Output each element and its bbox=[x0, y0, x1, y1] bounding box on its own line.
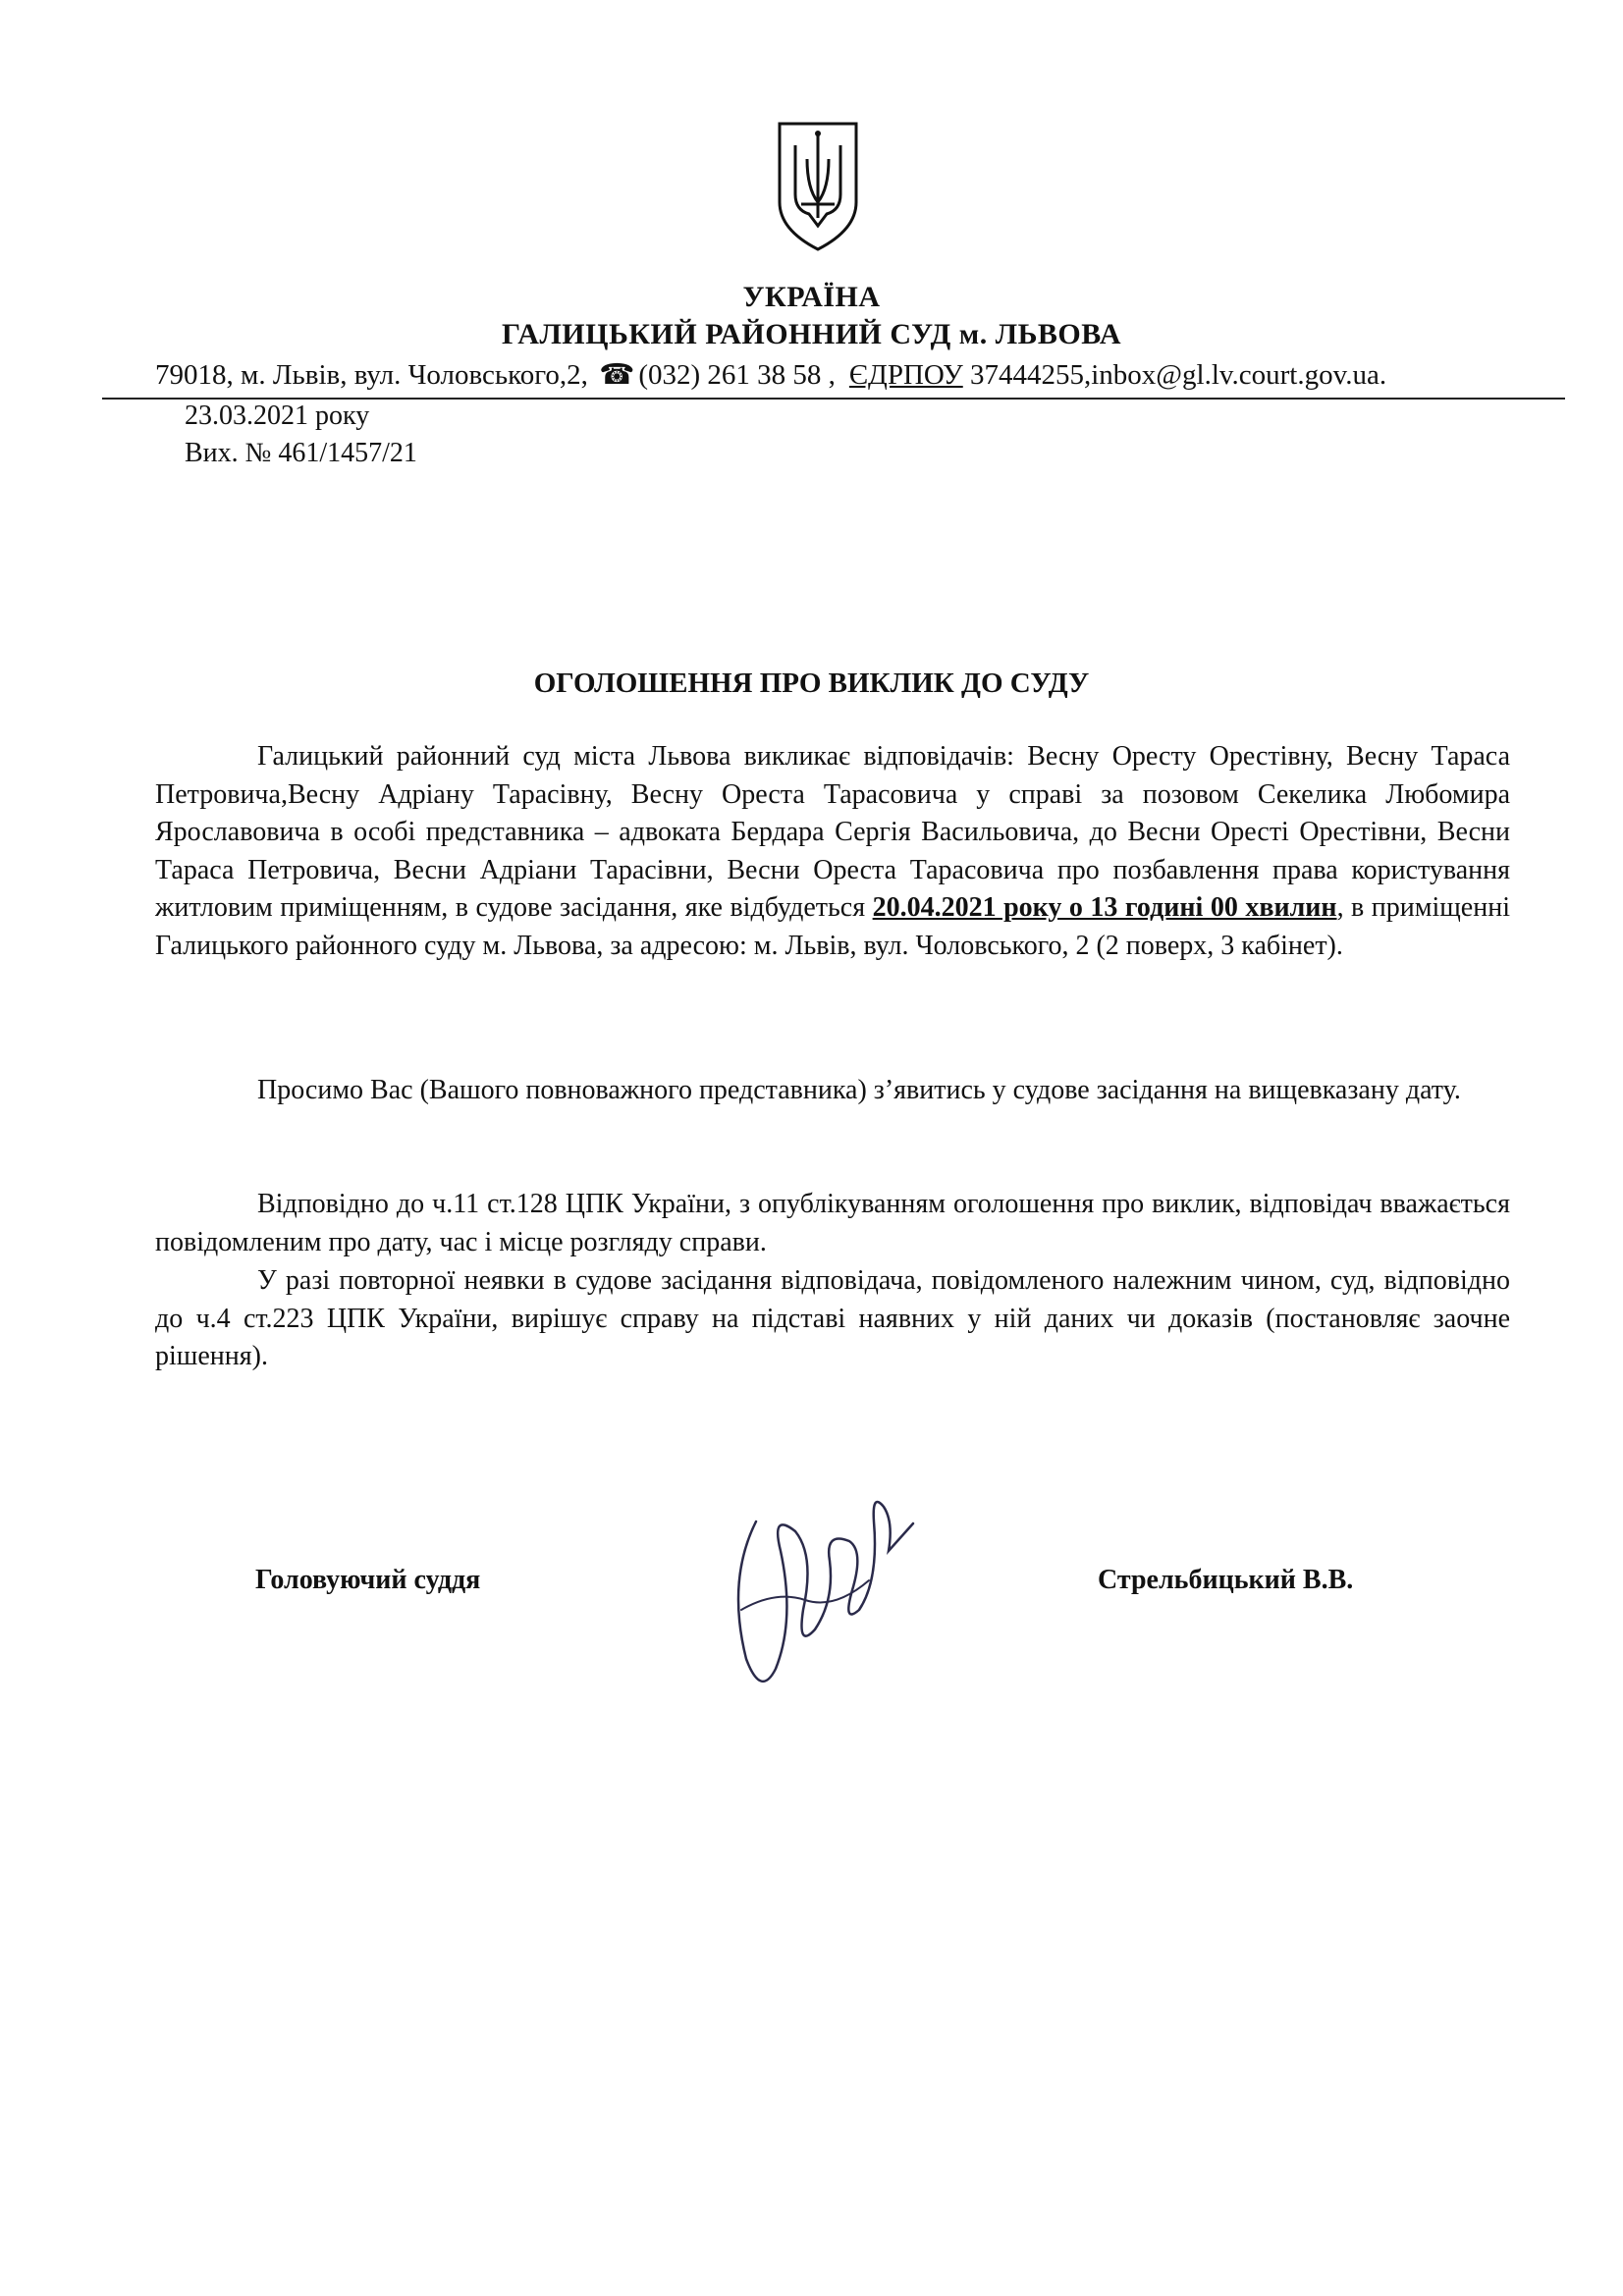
court-name: ГАЛИЦЬКИЙ РАЙОННИЙ СУД м. ЛЬВОВА bbox=[501, 318, 1122, 350]
phone-icon: ☎ bbox=[599, 359, 635, 391]
edrpou-label: ЄДРПОУ bbox=[848, 359, 963, 391]
header-divider bbox=[102, 398, 1565, 400]
judge-name: Стрельбицький В.В. bbox=[1098, 1565, 1354, 1595]
document-title: ОГОЛОШЕННЯ ПРО ВИКЛИК ДО СУДУ bbox=[533, 667, 1090, 699]
hearing-datetime: 20.04.2021 року о 13 годині 00 хвилин bbox=[872, 892, 1337, 923]
judge-role: Головуючий суддя bbox=[255, 1565, 481, 1595]
edrpou-contacts: 37444255,inbox@gl.lv.court.gov.ua. bbox=[970, 359, 1387, 391]
default-judgment-text: У разі повторної неявки в судове засідання відповідача, повідомленого належним чином, суд, відповідно до ч.4 ст.223 ЦПК України, вирішує справу на підставі наявних у ній даних чи доказів (постановляє заочне рішення). bbox=[155, 1265, 1510, 1371]
paragraph-summons bbox=[155, 738, 1510, 965]
request-text: Просимо Вас (Вашого повноважного представника) з’явитись у судове засідання на вищевказану дату. bbox=[257, 1075, 1461, 1105]
court-phone: (032) 261 38 58 , bbox=[638, 359, 836, 391]
court-address: 79018, м. Львів, вул. Чоловського,2, bbox=[155, 359, 588, 391]
summons-text-end: , в приміщенні Галицького районного суду м. Львова, за адресою: м. Львів, вул. Чоловського, 2 (2 поверх, 3 кабінет). bbox=[155, 892, 1510, 961]
summons-text-start: Галицький районний суд міста Львова викликає відповідачів: Весну Оресту Орестівну, Весну Тараса Петровича,Весну Адріану Тарасівну, Весну Ореста Тарасовича у справі за позовом Секелика Любомира Ярославовича в особі представника – адвоката Бердара Сергія Васильовича, до Весни Оресті Орестівни, Весни Тараса Петровича, Весни Адріани Тарасівни, Весни Ореста Тарасовича про позбавлення права користування житловим приміщенням, в судове засідання, яке відбудеться bbox=[155, 741, 1510, 923]
notice-text: Відповідно до ч.11 ст.128 ЦПК України, з опублікуванням оголошення про виклик, відповідач вважається повідомленим про дату, час і місце розгляду справи. bbox=[155, 1189, 1510, 1257]
paragraph-default-judgment bbox=[155, 1262, 1510, 1376]
letter-reference: Вих. № 461/1457/21 bbox=[185, 438, 417, 468]
coat-of-arms-icon bbox=[774, 120, 862, 253]
country-name: УКРАЇНА bbox=[742, 281, 881, 313]
letter-date: 23.03.2021 року bbox=[185, 400, 370, 431]
handwritten-signature bbox=[687, 1463, 923, 1708]
paragraph-notice bbox=[155, 1186, 1510, 1261]
court-address-line bbox=[155, 357, 1569, 392]
paragraph-request bbox=[155, 1072, 1510, 1110]
